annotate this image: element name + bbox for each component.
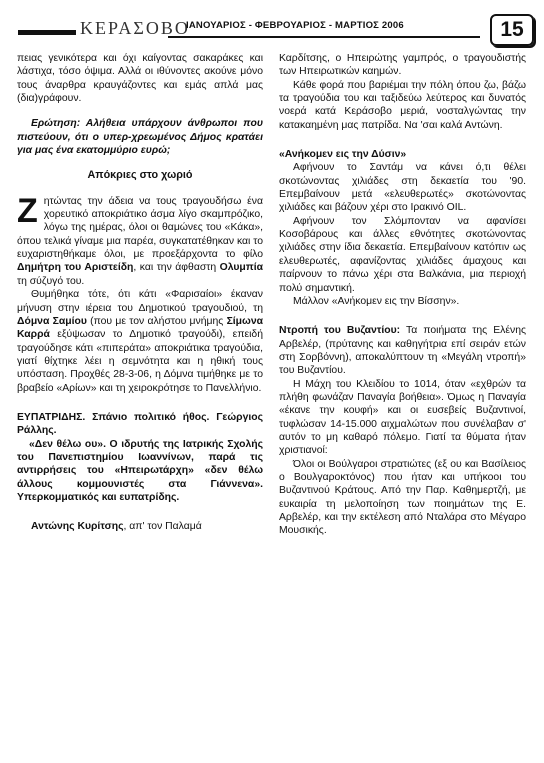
section-title: Απόκριες στο χωριό bbox=[87, 169, 193, 182]
page-header bbox=[18, 10, 536, 46]
author-name: Αντώνης Κυρίτσης bbox=[31, 521, 124, 533]
question-paragraph: Ερώτηση: Αλήθεια υπάρχουν άνθρωποι που πιστεύουν, ότι ο υπερ-χρεωμένος Δήμος κρατάει για μας ένα εκατομμύριο ευρώ; bbox=[17, 118, 263, 157]
header-rule bbox=[168, 36, 480, 38]
carnival-paragraph-1: Ζητώντας την άδεια να τους τραγουδήσω ένα χορευτικό αποκριάτικο άσμα λίγο σκαμπρόζικο, λόγω της ημέρας, όλοι οι θαμώνες του «Κάκα», όπου τελικά γίναμε μια παρέα, συγκατατέθηκαν και το ευχαριστηθήκαμε όλοι, με προεξάρχοντα το φίλο Δημήτρη του Αριστείδη, και την άφθαστη Ολυμπία τη σύζυγό του. bbox=[17, 191, 264, 287]
person-name: Σίμωνα Καρρά bbox=[17, 315, 263, 341]
eupatridis-text: «Δεν θέλω ου». Ο ιδρυτής της Ιατρικής Σχολής του Πανεπιστημίου Ιωαννίνων, παρά τις αντιρρήσεις του «Ηπειρωτάρχη» «δεν θέλω άλλους κομμουνιστές στα Γιάννενα». Υπερκομματικός και ευπατρίδης. bbox=[17, 438, 263, 503]
byzantium-title: Ντροπή του Βυζαντίου: bbox=[279, 325, 401, 337]
dysin-paragraph-3: Μάλλον «Ανήκομεν εις την Βίσσην». bbox=[293, 295, 460, 307]
dysin-paragraph-2: Αφήνουν τον Σλόμπονταν να αφανίσει Κοσοβάρους και άλλες εθνότητες σκοτώνοντας χιλιάδες στην ίδια δεκαετία. Επεμβαίνουν κατόπιν ως ελευθερωτές, αφανίζοντας χιλιάδες άμαχους και παίρνουν το πάνω χέρι στα Βαλκάνια, μια περιοχή πολύ σημαντική. bbox=[279, 215, 526, 294]
drop-cap: Ζ bbox=[17, 191, 38, 230]
newspaper-logo: ΚΕΡΑΣΟΒΟ bbox=[80, 18, 190, 38]
nostalgia-paragraph: Κάθε φορά που βαριέμαι την πόλη όπου ζω, βάζω τα τραγούδια του και ταξιδεύω λεύτερος και δυνατός νοερά κατά Κεράσοβο μεριά, νοσταλγώντας την κατακαημένη μας πατρίδα. Να 'σαι καλά Αντώνη. bbox=[279, 79, 526, 131]
person-name: Ολυμπία bbox=[219, 262, 264, 274]
continued-paragraph: Καρδίτσης, ο Ηπειρώτης γαμπρός, ο τραγουδιστής των Ηπειρωτικών καημών. bbox=[279, 53, 526, 78]
carnival-paragraph-2: Θυμήθηκα τότε, ότι κάτι «Φαρισαίοι» έκαναν μήνυση στην ιέρεια του Δημοτικού τραγουδιού, τη Δόμνα Σαμίου (που με τον αλήστου μνήμης Σίμωνα Καρρά εξύψωσαν το Δημοτικό τραγούδι), επειδή τραγούδησε κάτι «πιπεράτα» αποκριάτικα τραγούδια, γιατί θίχτηκε λέει η σεμνότητα και η ηθική τους υπόσταση. Προχθές 28-3-06, η Δόμνα τιμήθηκε με το βραβείο «Αρίων» και τη χειροκρότησε το Πανελλήνιο. bbox=[17, 289, 263, 394]
person-name: Δόμνα Σαμίου bbox=[17, 315, 87, 327]
person-name: Δημήτρη του Αριστείδη bbox=[17, 262, 134, 274]
issue-date: ΙΑΝΟΥΑΡΙΟΣ - ΦΕΒΡΟΥΑΡΙΟΣ - ΜΑΡΤΙΟΣ 2006 bbox=[186, 20, 404, 31]
signature-line: Αντώνης Κυρίτσης, απ' τον Παλαμά bbox=[31, 521, 202, 533]
battle-paragraph: Η Μάχη του Κλειδίου το 1014, όταν «εχθρών τα πλήθη φωνάζαν Παναγία βοήθεια». Όμως η Παναγία «έκανε την κουφή» και οι ευσεβείς Βυζαντινοί, τυφλώσαν 14-15.000 αιχμαλώτων που συνέλαβαν σ' αυτόν το μη καθαρό πόλεμο. Γιατί τα θύματα ήταν χριστιανοί: bbox=[279, 378, 526, 457]
dysin-title: «Ανήκομεν εις την Δύσιν» bbox=[279, 149, 407, 161]
dysin-paragraph-1: Αφήνουν το Σαντάμ να κάνει ό,τι θέλει σκοτώνοντας χιλιάδες στη δεκαετία του '90. Επεμβαίνουν μετά «ελευθερωτές» σκοτώνοντας χιλιάδες και βάζουν χέρι στο Ιρακινό OIL. bbox=[279, 162, 526, 214]
intro-paragraph: πειας γενικότερα και όχι καίγοντας σακαράκες και λάστιχα, τόσο όψιμα. Αλλά οι ιθύνοντες ακούνε μόνο τους άναρθρα κραυγάζοντες και εμάς απλά μας (δια)γράφουν. bbox=[17, 53, 263, 105]
byzantium-paragraph: Ντροπή του Βυζαντίου: Τα ποιήματα της Ελένης Αρβελέρ, (πρύτανης και καθηγήτρια επί σειράν ετών στη Σορβόννη), αποκαλύπτουν τη «Μεγάλη ντροπή» του Βυζαντίου. bbox=[279, 325, 526, 377]
left-column bbox=[17, 52, 263, 534]
eupatridis-title: ΕΥΠΑΤΡΙΔΗΣ. Σπάνιο πολιτικό ήθος. Γεώργιος Ράλλης. bbox=[17, 411, 263, 437]
logo-bar bbox=[18, 30, 76, 35]
soldiers-paragraph: Όλοι οι Βούλγαροι στρατιώτες (εξ ου και Βασίλειος ο Βουλγαροκτόνος) που ήταν και υπήκοοι του Βυζαντινού Κράτους. Από την Παρ. Καθημερτζή, με ευκαιρία τη μελοποίηση των ποιημάτων της Ε. Αρβελέρ, και την εκτέλεση από Νταλάρα στο Μέγαρο Μουσικής. bbox=[279, 458, 526, 537]
right-column bbox=[279, 52, 526, 538]
page-number: 15 bbox=[490, 14, 534, 46]
